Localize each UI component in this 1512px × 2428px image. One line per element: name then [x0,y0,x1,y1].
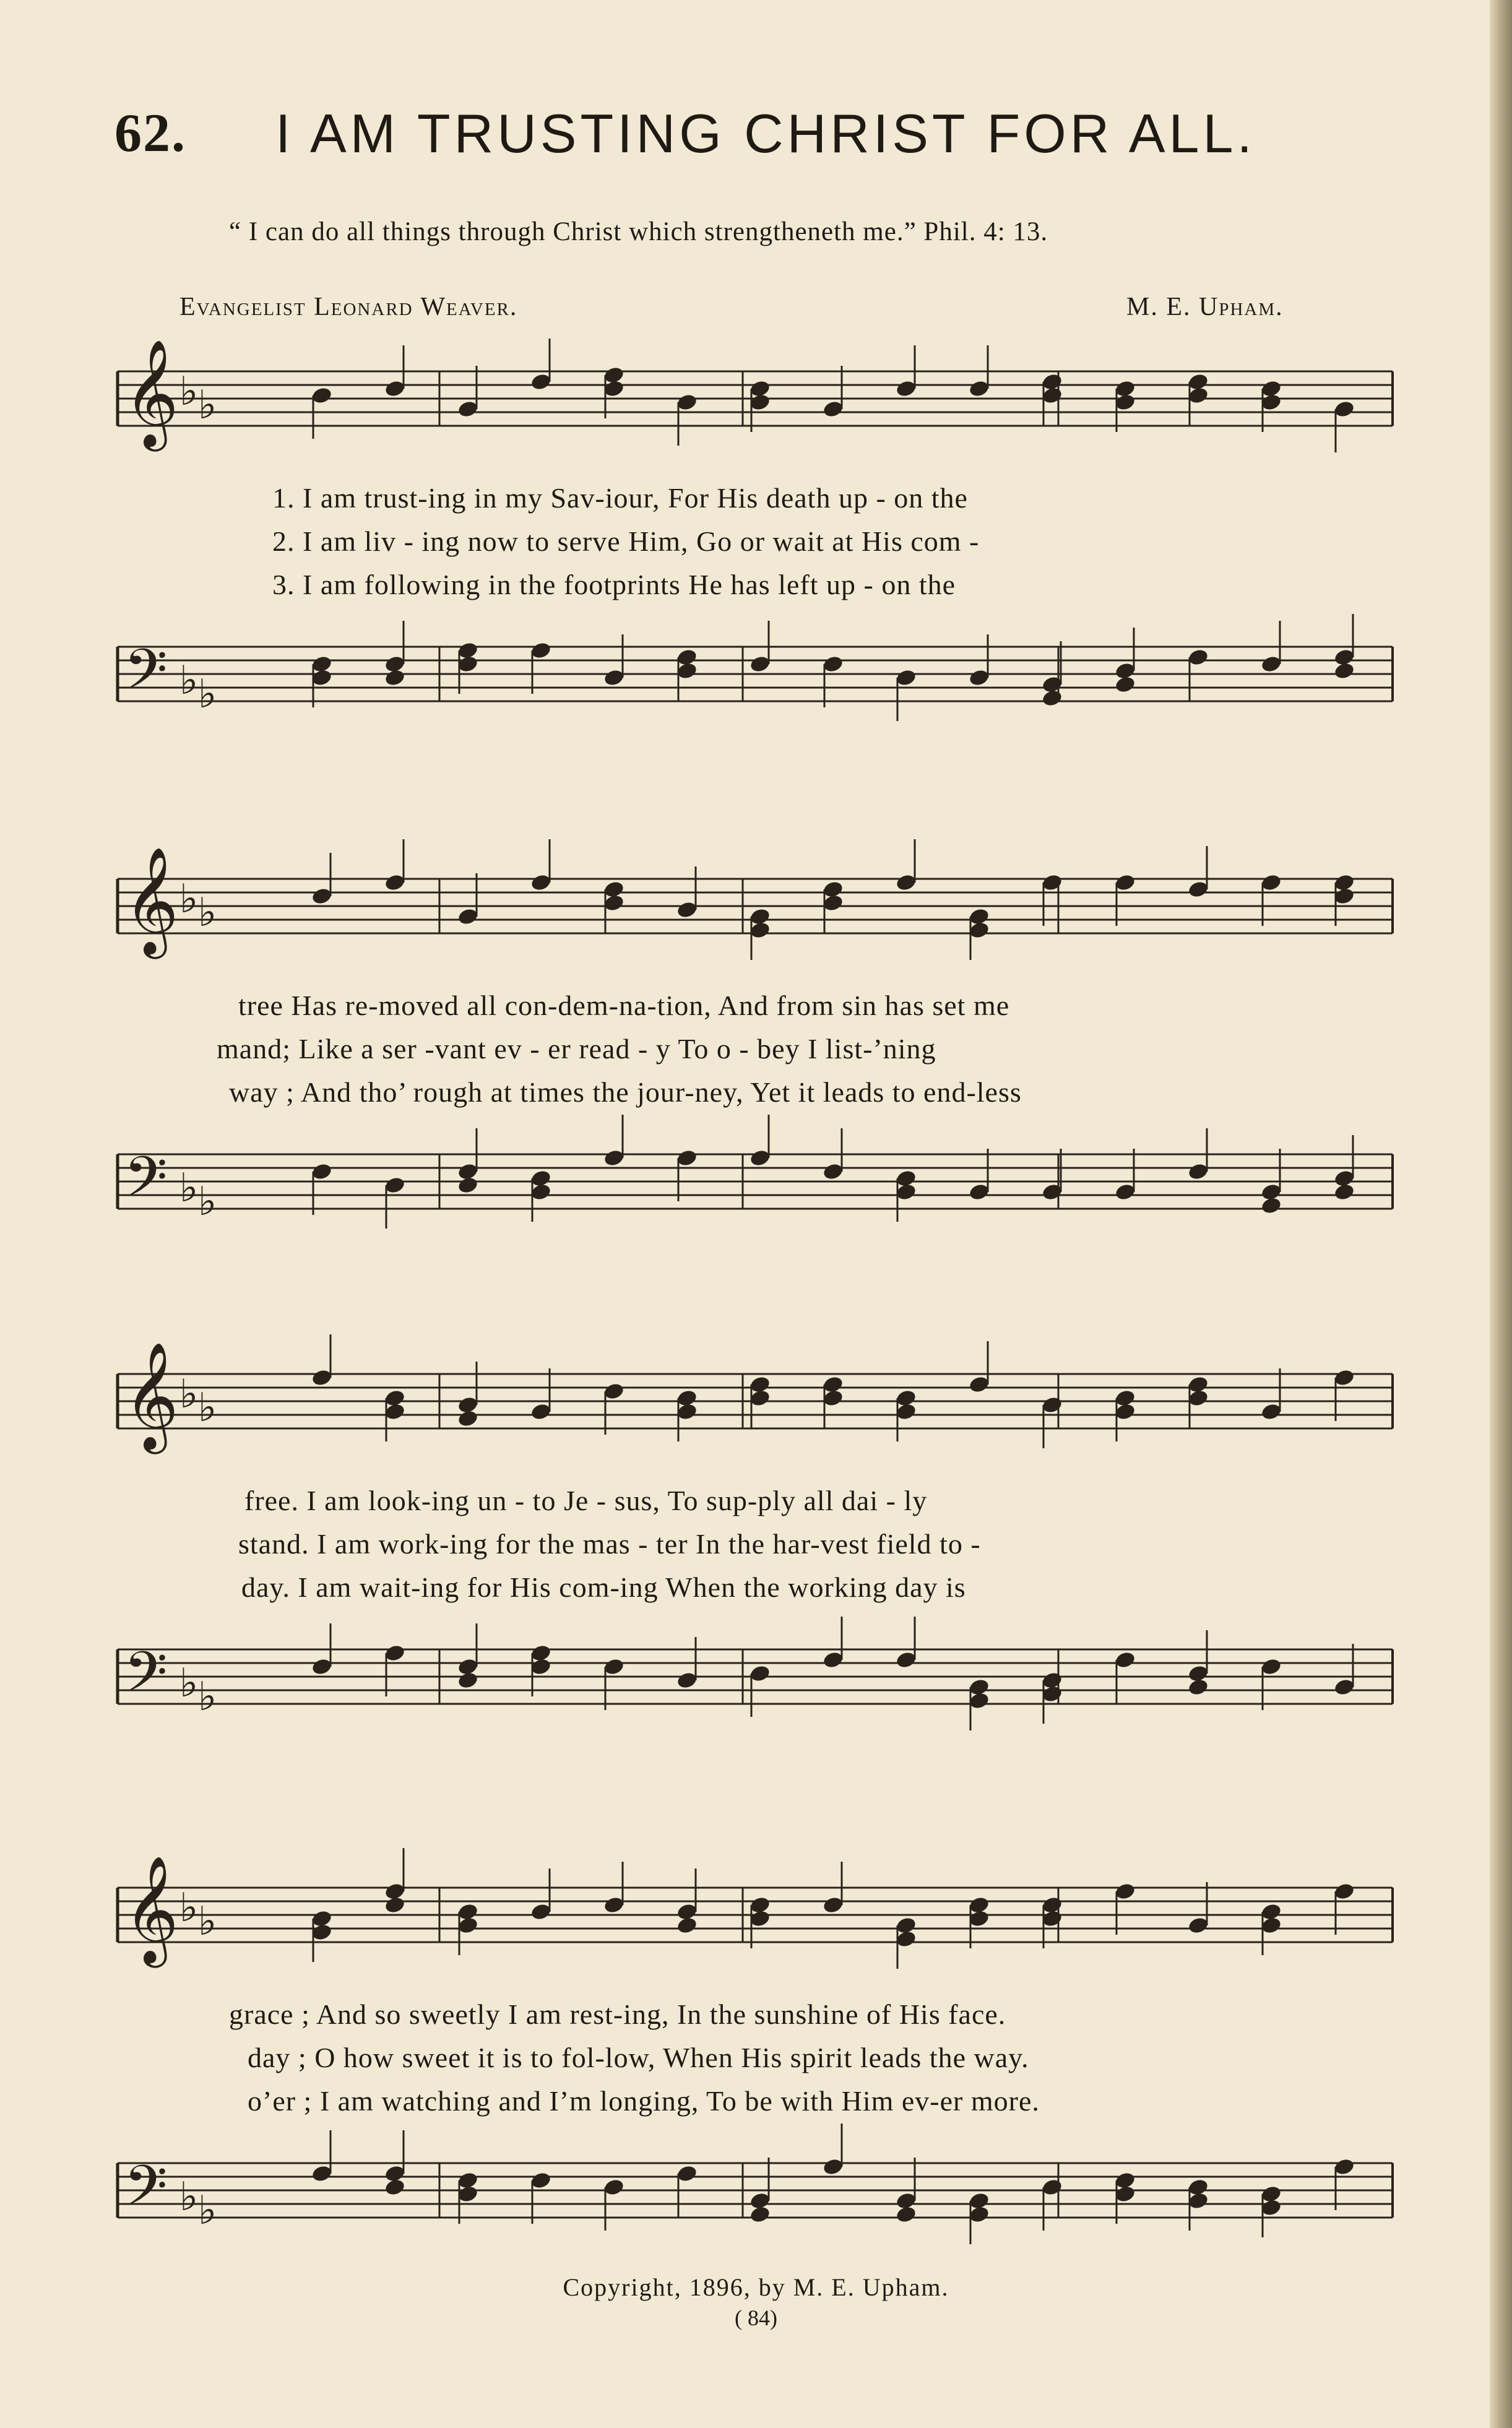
lyric-verse-3: day. I am wait-ing for His com-ing When the working day is [241,1571,966,1603]
bass-clef-icon: 𝄢 [124,1144,168,1224]
note-head [1114,675,1136,694]
flat-icon: ♭ [198,890,217,936]
note-head [457,1671,479,1690]
lyric-verse-2: 2. I am liv - ing now to serve Him, Go or wait at His com - [272,525,980,557]
bass-staff-notation [118,1625,1405,1736]
flat-icon: ♭ [198,1385,217,1431]
music-system-4 [118,1856,1405,2265]
note-head [384,668,406,688]
flat-icon: ♭ [179,369,199,415]
music-system-3 [118,1342,1405,1758]
flat-icon: ♭ [198,1674,217,1720]
flat-icon: ♭ [198,672,217,717]
treble-staff-notation [118,1856,1405,1974]
flat-icon: ♭ [179,1372,199,1417]
composer-credit: M. E. Upham. [1126,293,1284,321]
treble-clef-icon: 𝄞 [124,847,179,954]
lyric-verse-1: tree Has re-moved all con-dem-na-tion, And from sin has set me [238,990,1010,1021]
note-head [1041,689,1063,708]
note-head [676,1916,698,1935]
bass-staff [118,622,1405,733]
treble-clef-icon: 𝄞 [124,1342,179,1449]
note-head [895,2205,917,2224]
bass-clef-icon: 𝄢 [124,2153,168,2232]
flat-icon: ♭ [198,1899,217,1945]
hymn-number: 62. [114,103,186,163]
note-head [457,1409,479,1428]
note-head [1333,662,1355,681]
bass-clef-icon: 𝄢 [124,637,168,716]
treble-staff [118,1856,1405,1974]
flat-icon: ♭ [179,1165,199,1211]
note-head [457,1176,479,1195]
flat-icon: ♭ [198,1179,217,1225]
lyric-verse-3: o’er ; I am watching and I’m longing, To be with Him ev-er more. [248,2085,1040,2117]
note-head [1260,1196,1282,1216]
lyric-verse-3: way ; And tho’ rough at times the jour-ney, Yet it leads to end-less [229,1076,1022,1108]
treble-staff-notation [118,847,1405,966]
bass-staff-notation [118,2138,1405,2250]
epigraph: “ I can do all things through Christ which strengtheneth me.” Phil. 4: 13. [229,217,1048,246]
hymn-title: I AM TRUSTING CHRIST FOR ALL. [275,103,1256,164]
lyric-verse-3: 3. I am following in the footprints He has left up - on the [272,569,956,600]
flat-icon: ♭ [179,1661,199,1706]
note-head [384,2178,406,2197]
treble-staff [118,1342,1405,1461]
treble-staff [118,339,1405,458]
note-head [384,1896,406,1915]
note-head [749,2205,771,2224]
lyric-verse-1: grace ; And so sweetly I am rest-ing, In the sunshine of His face. [229,1998,1006,2030]
lyric-verse-2: day ; O how sweet it is to fol-low, When His spirit leads the way. [248,2042,1029,2073]
bass-staff-notation [118,1130,1405,1241]
note-head [1333,1183,1355,1202]
flat-icon: ♭ [179,1885,199,1931]
flat-icon: ♭ [179,658,199,704]
treble-clef-icon: 𝄞 [124,339,179,447]
music-system-2 [118,847,1405,1263]
bass-staff [118,1625,1405,1736]
music-system-1 [118,339,1405,755]
bass-clef-icon: 𝄢 [124,1640,168,1719]
treble-staff [118,847,1405,966]
author-credit: Evangelist Leonard Weaver. [179,293,518,321]
lyric-verse-2: stand. I am work-ing for the mas - ter In the har-vest field to - [238,1528,981,1560]
lyric-verse-1: 1. I am trust-ing in my Sav-iour, For His death up - on the [272,482,968,514]
bass-staff-notation [118,622,1405,733]
hymn-header [114,102,1352,170]
flat-icon: ♭ [179,2174,199,2220]
flat-icon: ♭ [198,382,217,428]
lyric-verse-1: free. I am look-ing un - to Je - sus, To sup-ply all dai - ly [244,1485,928,1516]
page-number: ( 84) [735,2305,777,2330]
lyric-verse-2: mand; Like a ser -vant ev - er read - y To o - bey I list-’ning [217,1033,936,1065]
bass-staff [118,1130,1405,1241]
note-head [1187,1678,1209,1697]
flat-icon: ♭ [179,876,199,922]
treble-clef-icon: 𝄞 [124,1856,179,1963]
flat-icon: ♭ [198,2188,217,2234]
bass-staff [118,2138,1405,2250]
treble-staff-notation [118,1342,1405,1461]
copyright-notice: Copyright, 1896, by M. E. Upham. [563,2273,949,2301]
treble-staff-notation [118,339,1405,458]
